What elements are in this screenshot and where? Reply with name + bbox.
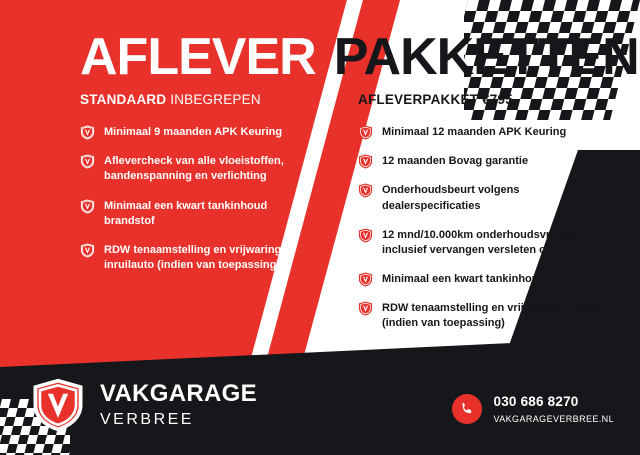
shield-check-icon xyxy=(358,154,373,169)
list-item-label: Minimaal een kwart tankinhoud brandstof xyxy=(104,199,268,227)
list-item xyxy=(358,301,618,331)
vakgarage-shield-icon xyxy=(30,377,86,433)
left-heading-strong: STANDAARD xyxy=(80,92,167,107)
contact-website[interactable]: VAKGARAGEVERBREE.NL xyxy=(493,413,614,424)
list-item xyxy=(358,183,618,213)
shield-check-icon xyxy=(358,125,373,140)
list-item-label: RDW tenaamstelling en vrijwaring inruilauto (indien van toepassing) xyxy=(104,243,282,272)
list-item xyxy=(358,125,618,140)
contact-details xyxy=(494,394,614,425)
list-item-label: Minimaal 12 maanden APK Keuring xyxy=(382,126,567,138)
list-item xyxy=(80,154,320,184)
contact-block xyxy=(452,394,614,425)
left-heading-light: INBEGREPEN xyxy=(170,92,261,107)
shield-check-icon xyxy=(80,154,95,169)
list-item xyxy=(358,154,618,169)
shield-check-icon xyxy=(358,228,373,243)
shield-check-icon xyxy=(80,199,95,214)
list-item-label: Onderhoudsbeurt volgens dealerspecificaties xyxy=(382,184,520,212)
shield-check-icon xyxy=(358,301,373,316)
left-column-heading xyxy=(80,92,320,107)
list-item-label: 12 maanden Bovag garantie xyxy=(382,155,529,168)
brand-logo xyxy=(30,377,257,433)
standaard-inbegrepen-column xyxy=(80,92,320,287)
right-heading-strong: AFLEVERPAKKET xyxy=(358,92,479,107)
list-item xyxy=(80,243,320,273)
contact-phone[interactable]: 030 686 8270 xyxy=(493,393,579,409)
brand-subtitle: VERBREE xyxy=(100,411,194,428)
brand-name: VAKGARAGE xyxy=(100,380,257,407)
list-item xyxy=(80,125,320,140)
right-heading-price: €795 xyxy=(482,92,513,107)
list-item-label: Minimaal 9 maanden APK Keuring xyxy=(104,126,283,138)
shield-check-icon xyxy=(80,243,95,258)
list-item-label: Minimaal een kwart tankinhoud brandstof xyxy=(382,273,599,286)
brand-wordmark xyxy=(100,382,257,428)
page-title xyxy=(0,24,640,90)
list-item-label: 12 mnd/10.000km onderhoudsvrij rijden inclusief vervangen versleten onderdelen xyxy=(382,228,599,256)
phone-icon xyxy=(452,394,482,424)
list-item-label: Aflevercheck van alle vloeistoffen, bandenspanning en verlichting xyxy=(104,155,284,183)
shield-check-icon xyxy=(358,183,373,198)
list-item xyxy=(358,228,618,258)
right-column-heading xyxy=(358,92,618,107)
title-word-aflever: AFLEVER xyxy=(80,28,316,86)
shield-check-icon xyxy=(358,272,373,287)
list-item xyxy=(358,272,618,287)
list-item xyxy=(80,199,320,229)
title-word-pakketten: PAKKETTEN xyxy=(333,28,639,86)
list-item-label: RDW tenaamstelling en vrijwaring inruilauto (indien van toepassing) xyxy=(382,302,613,330)
afleverpakket-column xyxy=(358,92,618,346)
shield-check-icon xyxy=(80,125,95,140)
